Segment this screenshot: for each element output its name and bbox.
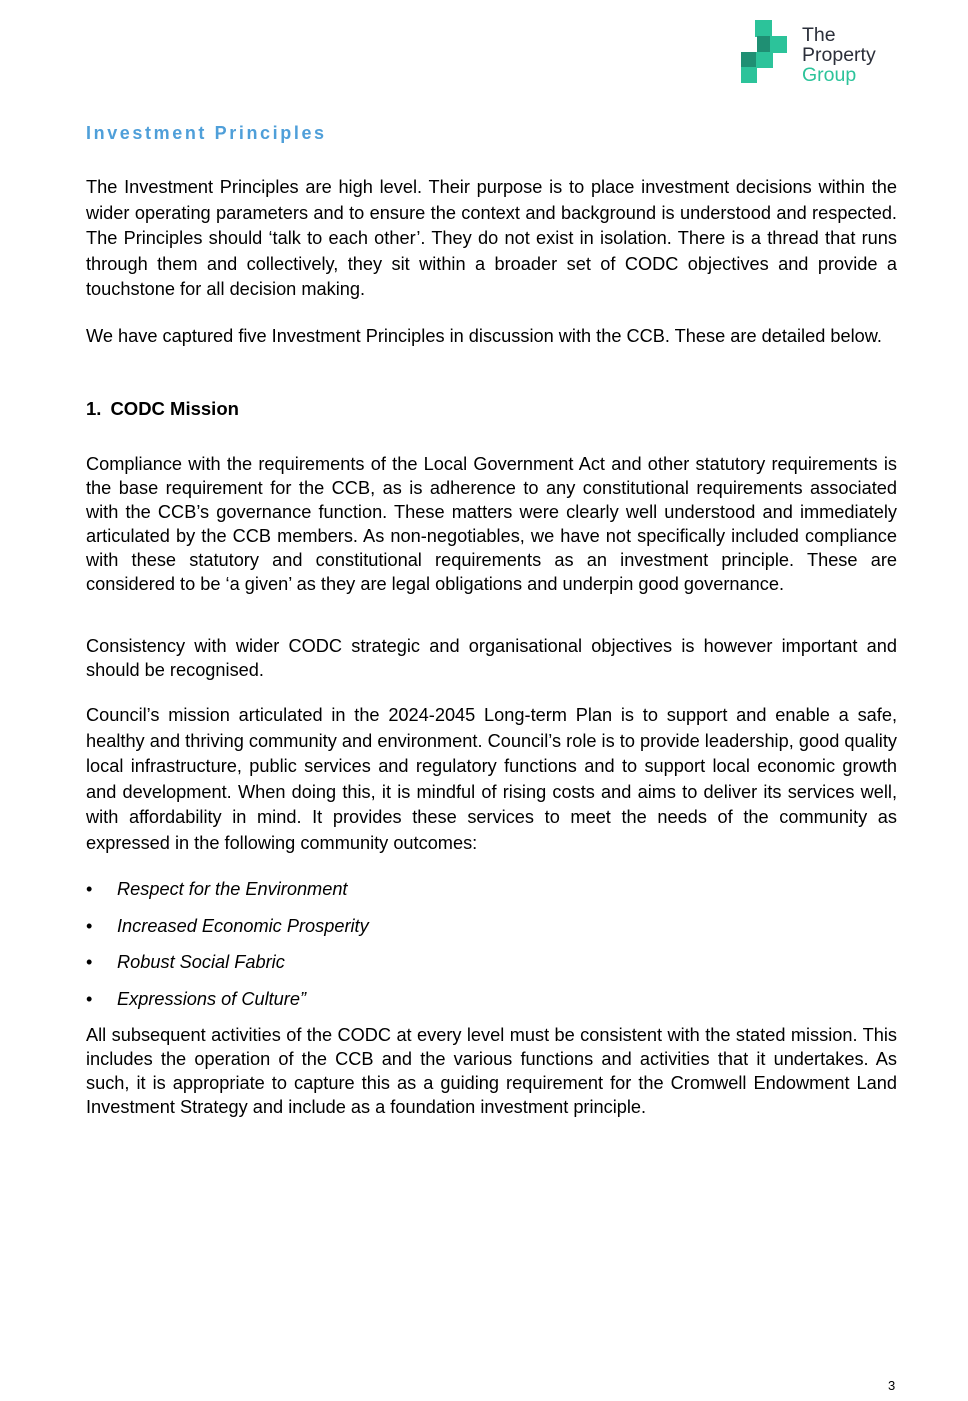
outcome-text: Respect for the Environment	[117, 879, 348, 899]
section-paragraph-compliance: Compliance with the requirements of the Local Government Act and other statutory requirements is the base requirement for the CCB, as is adherence to any constitutional requirements associated with the CCB’s governance function. These matters were clearly well understood and immediately articulated by the CCB members. As non-negotiables, we have not specifically included compliance with these statutory and constitutional requirements as an investment principle. These are considered to be ‘a given’ as they are legal obligations and underpin good governance.	[86, 454, 897, 594]
logo-wordmark	[802, 25, 876, 85]
intro-paragraph-1: The Investment Principles are high level. Their purpose is to place investment decisions within the wider operating parameters and to ensure the context and background is understood and respected. The Principles should ‘talk to each other’. They do not exist in isolation. There is a thread that runs through them and collectively, they sit within a broader set of CODC objectives and provide a touchstone for all decision making.	[86, 177, 897, 299]
section-heading-text: CODC Mission	[110, 398, 239, 419]
section-paragraph-conclusion: All subsequent activities of the CODC at every level must be consistent with the stated mission. This includes the operation of the CCB and the various functions and activities that it undertakes. As such, it is appropriate to capture this as a guiding requirement for the Cromwell Endowment Land Investment Strategy and include as a foundation investment principle.	[86, 1025, 897, 1117]
intro-paragraph-2: We have captured five Investment Principles in discussion with the CCB. These are detailed below.	[86, 326, 882, 346]
company-logo	[739, 18, 899, 88]
outcome-text: Expressions of Culture”	[117, 988, 307, 1009]
section-heading	[86, 398, 239, 420]
bullet-icon: •	[86, 879, 93, 899]
property-group-logo-icon	[739, 18, 795, 88]
section-paragraph-consistency: Consistency with wider CODC strategic and organisational objectives is however important and should be recognised.	[86, 636, 897, 680]
bullet-icon: •	[86, 988, 93, 1009]
outcome-text: Robust Social Fabric	[117, 952, 285, 972]
bullet-icon: •	[86, 915, 93, 936]
page-number: 3	[888, 1378, 896, 1393]
logo-text-line-1: The	[802, 24, 836, 46]
logo-text-line-2: Property	[802, 44, 876, 66]
logo-text-line-3: Group	[802, 64, 857, 86]
outcome-text: Increased Economic Prosperity	[117, 915, 369, 936]
section-number: 1.	[86, 398, 102, 419]
page-title: Investment Principles	[86, 123, 327, 143]
section-paragraph-mission: Council’s mission articulated in the 2024-2045 Long-term Plan is to support and enable a safe, healthy and thriving community and environment. Council’s role is to provide leadership, good quality local infrastructure, public services and regulatory functions and to support local economic growth and development. When doing this, it is mindful of rising costs and aims to deliver its services well, with affordability in mind. It provides these services to meet the needs of the community as expressed in the following community outcomes:	[86, 705, 897, 853]
bullet-icon: •	[86, 952, 93, 972]
